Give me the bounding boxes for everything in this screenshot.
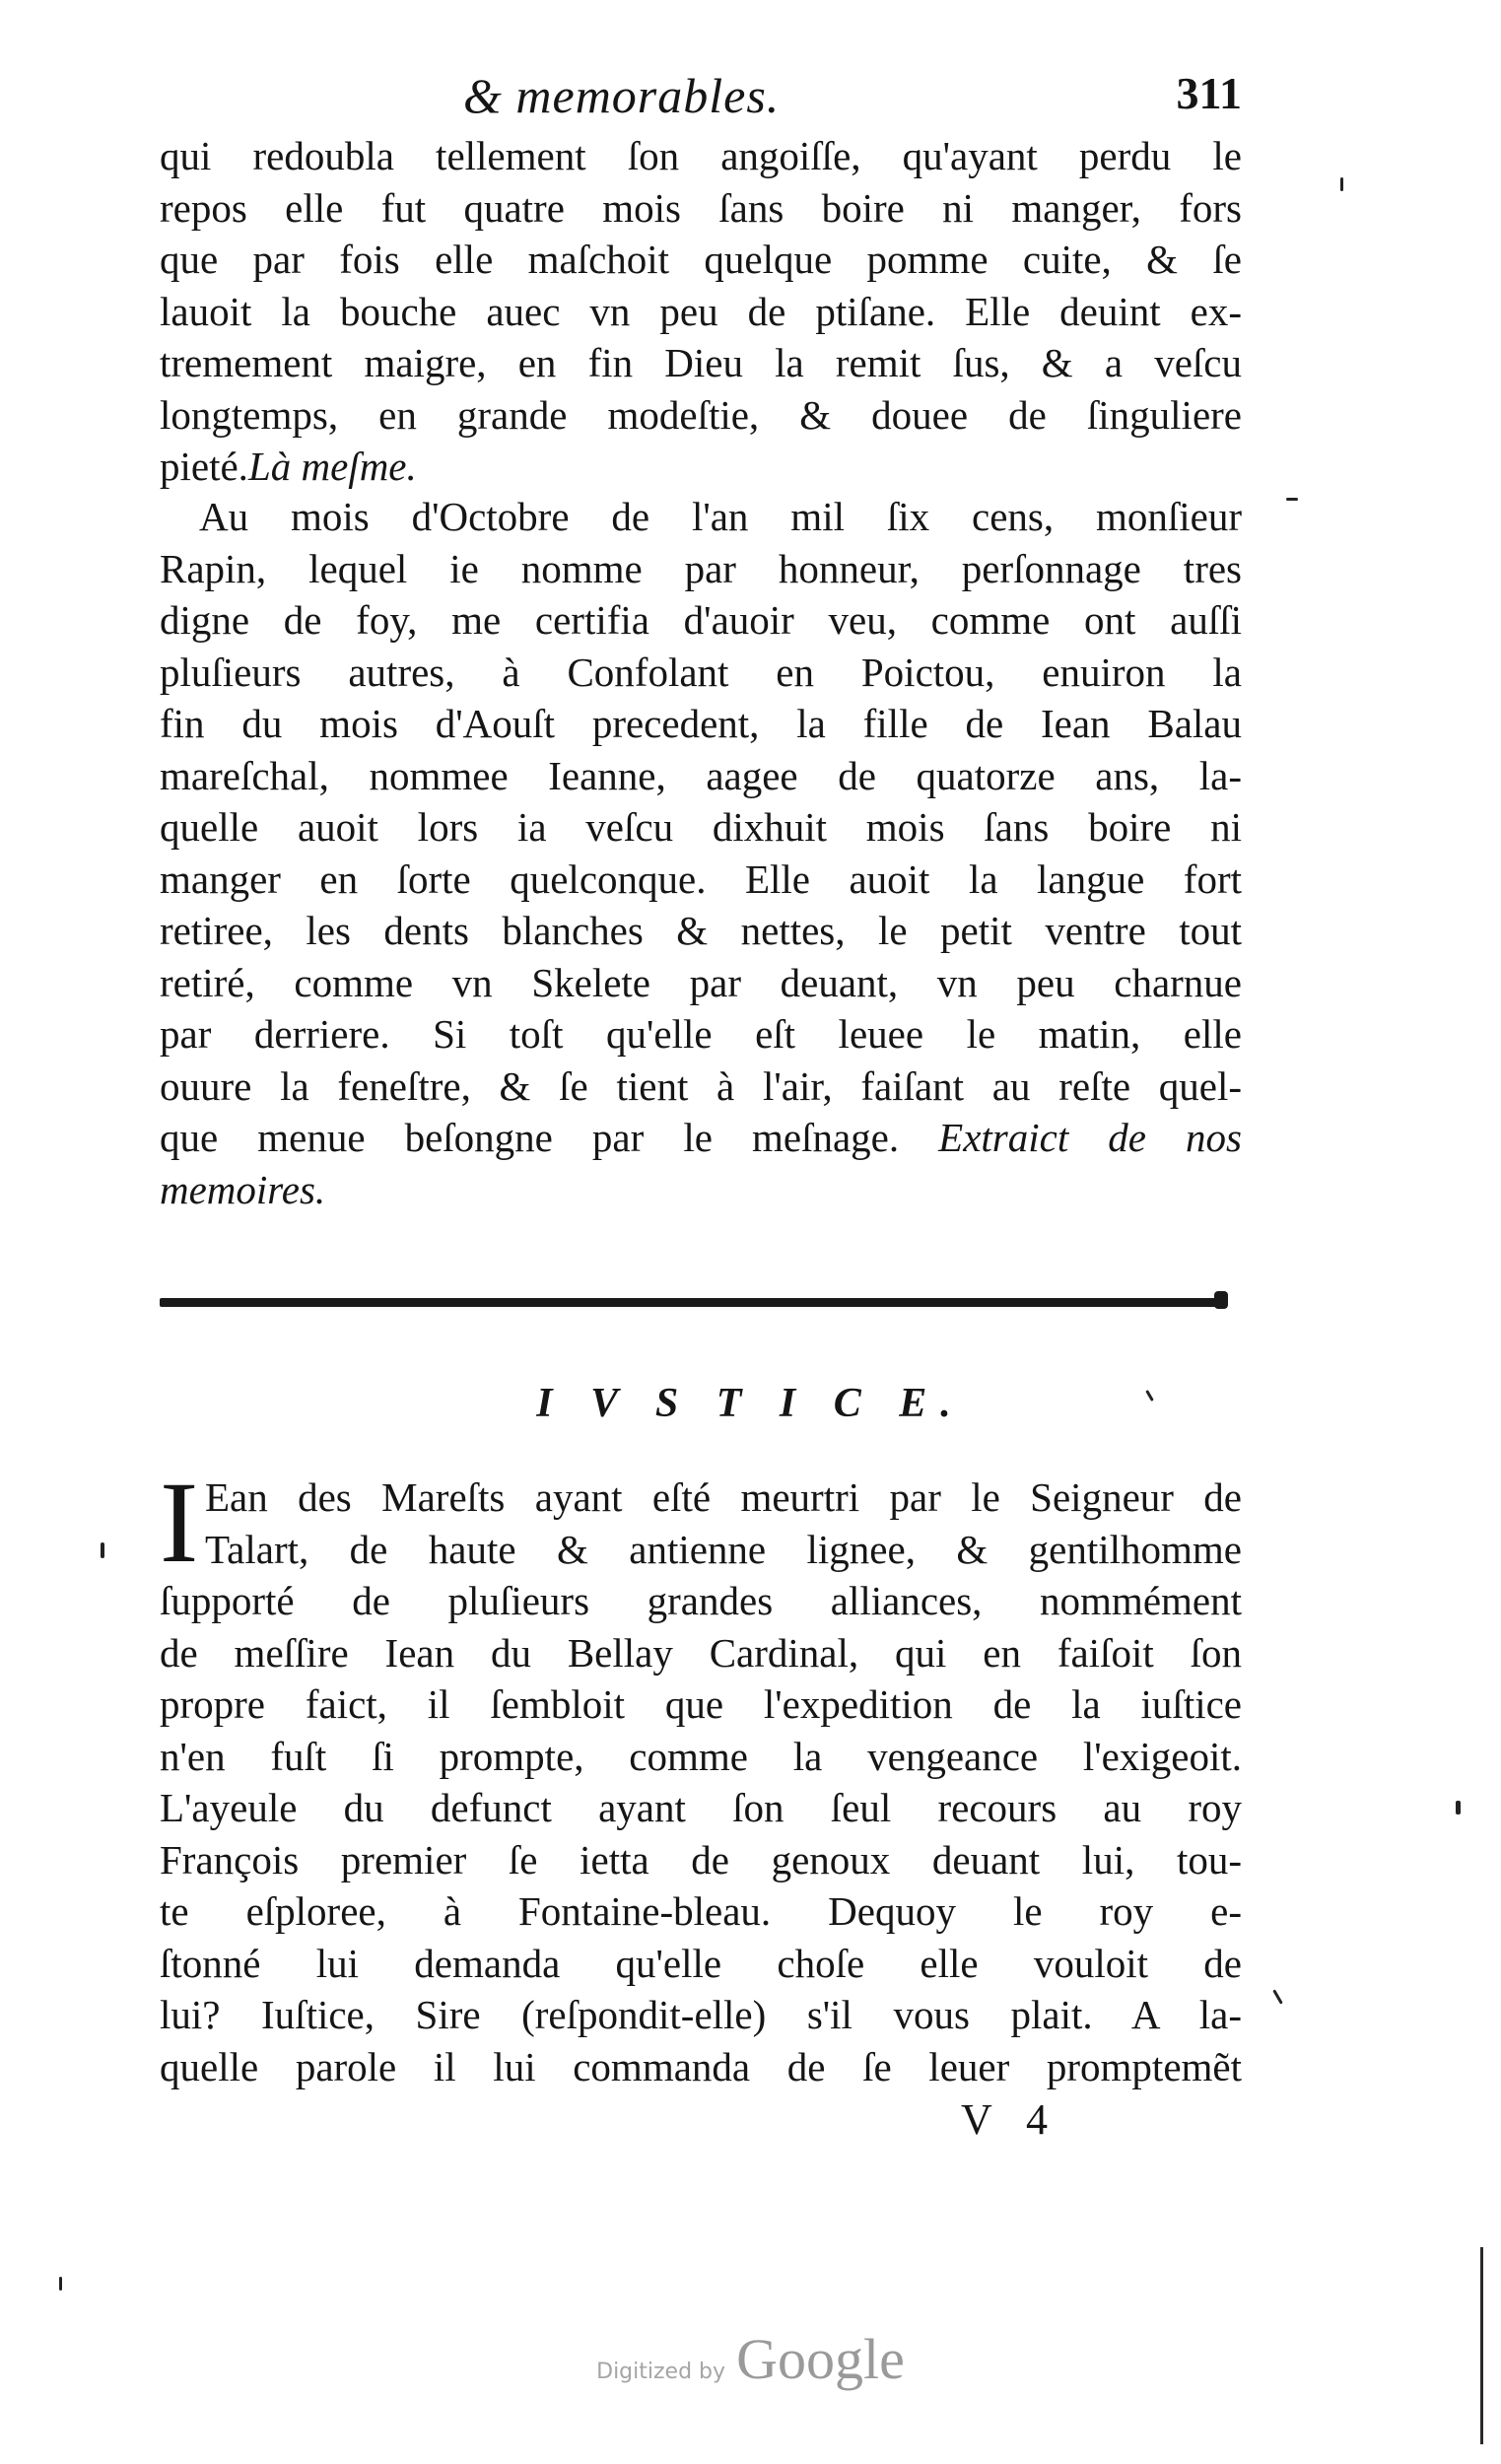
- section-title: I V S T I C E.: [536, 1381, 965, 1426]
- text-line: repos elle fut quatre mois ſans boire ni manger, fors: [160, 184, 1242, 231]
- text-line: par derriere. Si toſt qu'elle eſt leuee le matin, elle: [160, 1011, 1242, 1057]
- text-line: manger en ſorte quelconque. Elle auoit la langue fort: [160, 856, 1242, 902]
- text-line: ouure la feneſtre, & ſe tient à l'air, faiſant au reſte quel-: [160, 1062, 1242, 1109]
- line-text: pieté.: [160, 444, 248, 489]
- text-line: lauoit la bouche auec vn peu de ptiſane. Elle deuint ex-: [160, 288, 1242, 334]
- paragraph-fasting-girl-2: [160, 491, 1242, 1215]
- text-line: Rapin, lequel ie nomme par honneur, perſonnage tres: [160, 545, 1242, 591]
- paragraph-justice: [160, 1458, 1242, 2092]
- text-line: tremement maigre, en fin Dieu la remit ſus, & a veſcu: [160, 340, 1242, 385]
- paragraph-fasting-girl-1: [160, 130, 1242, 493]
- digitization-watermark: [0, 2326, 1501, 2392]
- text-line: quelle parole il lui commanda de ſe leuer promptemẽt: [160, 2043, 1242, 2089]
- text-line: François premier ſe ietta de genoux deuant lui, tou-: [160, 1836, 1242, 1882]
- text-line: mareſchal, nommee Ieanne, aagee de quatorze ans, la-: [160, 752, 1242, 798]
- text-line: longtemps, en grande modeſtie, & douee de ſinguliere: [160, 391, 1242, 438]
- page-header: [158, 67, 1242, 136]
- text-line: lui? Iuſtice, Sire (reſpondit-elle) s'il vous plait. A la-: [160, 1992, 1242, 2037]
- text-line: [160, 441, 1242, 493]
- line-text: que menue beſongne par le meſnage.: [160, 1115, 900, 1160]
- text-line: te eſploree, à Fontaine-bleau. Dequoy le roy e-: [160, 1888, 1242, 1934]
- text-line: qui redoubla tellement ſon angoiſſe, qu'ayant perdu le: [160, 133, 1242, 178]
- text-line: que par fois elle maſchoit quelque pomme cuite, & ſe: [160, 237, 1242, 282]
- text-line: Talart, de haute & antienne lignee, & gentilhomme: [205, 1526, 1242, 1572]
- text-line: [160, 1112, 1242, 1164]
- text-line: n'en fuſt ſi prompte, comme la vengeance l'exigeoit.: [160, 1733, 1242, 1779]
- page-edge-shadow: [1480, 2247, 1483, 2444]
- watermark-prefix: Digitized by: [596, 2360, 726, 2384]
- source-citation: Extraict de nos: [938, 1115, 1242, 1160]
- ink-speck: [101, 1542, 104, 1558]
- drop-cap: I: [160, 1458, 199, 1587]
- text-line: L'ayeule du defunct ayant ſon ſeul recours au roy: [160, 1785, 1242, 1830]
- text-line: propre faict, il ſembloit que l'expedition de la iuſtice: [160, 1681, 1242, 1727]
- section-divider-rule: [160, 1298, 1222, 1307]
- ink-speck: [1286, 498, 1298, 501]
- text-line: de meſſire Iean du Bellay Cardinal, qui en faiſoit ſon: [160, 1629, 1242, 1676]
- source-citation-continued: memoires.: [160, 1166, 326, 1212]
- source-citation: Là meſme.: [247, 444, 417, 489]
- text-line: ſupporté de pluſieurs grandes alliances, nommément: [160, 1578, 1242, 1623]
- google-logo: Google: [736, 2327, 905, 2391]
- catchword-signature: V 4: [961, 2095, 1059, 2144]
- text-line: retiree, les dents blanches & nettes, le petit ventre tout: [160, 908, 1242, 953]
- text-line: Ean des Mareſts ayant eſté meurtri par le Seigneur de: [205, 1474, 1242, 1520]
- text-line: pluſieurs autres, à Confolant en Poictou, enuiron la: [160, 649, 1242, 695]
- ink-speck: [1272, 1989, 1283, 2004]
- text-line: ſtonné lui demanda qu'elle choſe elle vouloit de: [160, 1940, 1242, 1986]
- text-line: fin du mois d'Aouſt precedent, la fille de Iean Balau: [160, 701, 1242, 746]
- text-line: quelle auoit lors ia veſcu dixhuit mois ſans boire ni: [160, 804, 1242, 850]
- running-head: & memorables.: [463, 68, 781, 123]
- ink-speck: [59, 2277, 62, 2291]
- ink-speck: [1456, 1801, 1461, 1814]
- divider-ornament: [1214, 1291, 1228, 1309]
- page-number: 311: [1176, 68, 1242, 118]
- text-line: retiré, comme vn Skelete par deuant, vn peu charnue: [160, 959, 1242, 1005]
- ink-speck: [1340, 177, 1343, 191]
- text-line: digne de foy, me certifia d'auoir veu, comme ont auſſi: [160, 597, 1242, 643]
- text-line: Au mois d'Octobre de l'an mil ſix cens, monſieur: [199, 494, 1242, 539]
